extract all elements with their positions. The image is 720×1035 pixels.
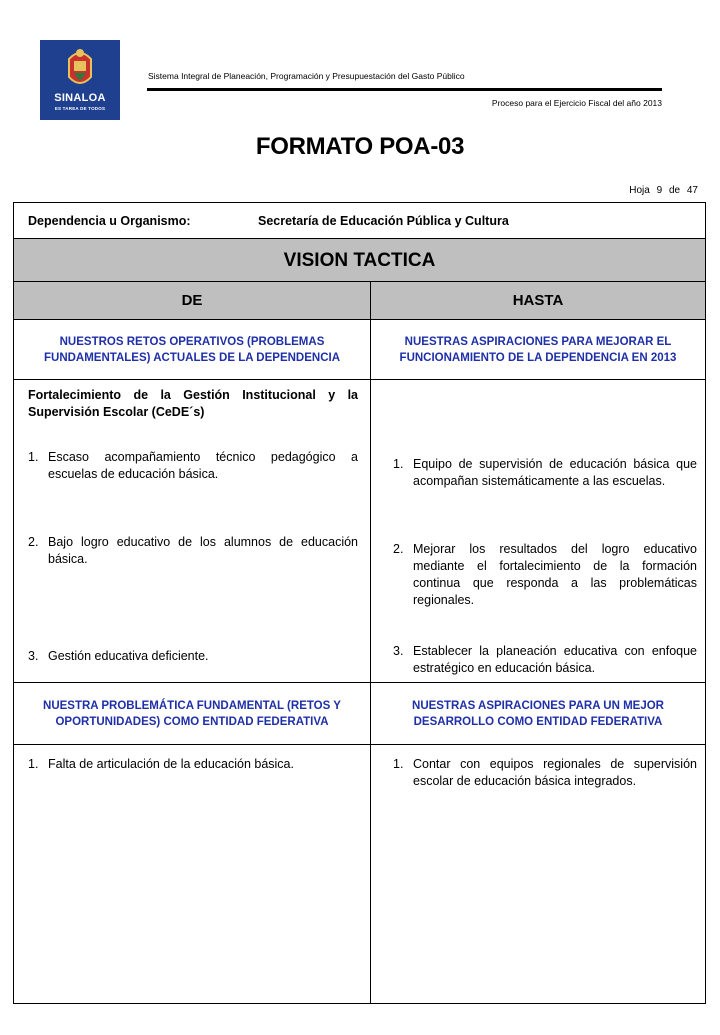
document-title: FORMATO POA-03 — [255, 133, 465, 160]
system-title: Sistema Integral de Planeación, Programación y Presupuestación del Gasto Público — [148, 71, 465, 81]
vision-heading: VISION TACTICA — [14, 239, 705, 282]
list-item — [393, 643, 697, 677]
coat-of-arms-icon — [65, 47, 95, 91]
list-item — [393, 541, 697, 609]
item-text: Equipo de supervisión de educación básica que acompañan sistemáticamente a las escuelas. — [413, 457, 697, 488]
section2-right-content — [371, 745, 705, 1003]
column-header-from: DE — [14, 282, 371, 320]
section1-left-content — [14, 380, 371, 683]
logo-tagline: ES TAREA DE TODOS — [54, 106, 106, 111]
sheet-counter — [625, 185, 698, 196]
item-text: Gestión educativa deficiente. — [48, 649, 209, 663]
logo-name: SINALOA — [54, 92, 106, 104]
section1-right-content — [371, 380, 705, 683]
section2-left-content — [14, 745, 371, 1003]
list-item — [28, 756, 358, 773]
sheet-label: Hoja — [629, 185, 650, 196]
sheet-of-label: de — [668, 185, 681, 196]
item-number: 1. — [28, 450, 39, 464]
item-number: 2. — [393, 542, 404, 556]
item-text: Escaso acompañamiento técnico pedagógico a escuelas de educación básica. — [48, 450, 358, 481]
item-number: 1. — [28, 757, 39, 771]
section2-right-header-text: NUESTRAS ASPIRACIONES PARA UN MEJOR DESARROLLO COMO ENTIDAD FEDERATIVA — [412, 699, 664, 728]
dependency-value: Secretaría de Educación Pública y Cultura — [258, 214, 509, 228]
list-item — [28, 648, 358, 665]
list-item — [28, 534, 358, 568]
item-number: 3. — [393, 644, 404, 658]
poa-table — [13, 202, 706, 1004]
column-header-to: HASTA — [371, 282, 705, 320]
process-label: Proceso para el Ejercicio Fiscal del año 2013 — [491, 98, 662, 108]
section1-left-title: Fortalecimiento de la Gestión Institucional y la Supervisión Escolar (CeDE´s) — [28, 388, 358, 419]
item-number: 2. — [28, 535, 39, 549]
item-text: Mejorar los resultados del logro educativo mediante el fortalecimiento de la formación continua que responda a las problemáticas regionales. — [413, 542, 697, 607]
section2-left-header — [14, 683, 371, 745]
sheet-total: 47 — [686, 185, 698, 196]
header-divider — [147, 88, 662, 91]
section1-left-header-text: NUESTROS RETOS OPERATIVOS (PROBLEMAS FUNDAMENTALES) ACTUALES DE LA DEPENDENCIA — [43, 335, 341, 364]
section2-right-header — [371, 683, 705, 745]
list-item — [393, 756, 697, 790]
list-item — [393, 456, 697, 490]
sinaloa-logo — [40, 40, 120, 120]
section2-left-header-text: NUESTRA PROBLEMÁTICA FUNDAMENTAL (RETOS Y OPORTUNIDADES) COMO ENTIDAD FEDERATIVA — [43, 699, 341, 728]
list-item — [28, 449, 358, 483]
section1-left-header — [14, 320, 371, 380]
item-text: Falta de articulación de la educación básica. — [48, 757, 294, 771]
dependency-label: Dependencia u Organismo: — [28, 214, 191, 228]
section1-right-header-text: NUESTRAS ASPIRACIONES PARA MEJORAR EL FUNCIONAMIENTO DE LA DEPENDENCIA EN 2013 — [399, 335, 677, 364]
item-number: 1. — [393, 757, 404, 771]
sheet-current: 9 — [656, 185, 663, 196]
item-text: Contar con equipos regionales de supervisión escolar de educación básica integrados. — [413, 757, 697, 788]
item-number: 1. — [393, 457, 404, 471]
section1-right-header — [371, 320, 705, 380]
item-text: Bajo logro educativo de los alumnos de educación básica. — [48, 535, 358, 566]
dependency-row — [14, 203, 705, 239]
item-number: 3. — [28, 649, 39, 663]
item-text: Establecer la planeación educativa con enfoque estratégico en educación básica. — [413, 644, 697, 675]
